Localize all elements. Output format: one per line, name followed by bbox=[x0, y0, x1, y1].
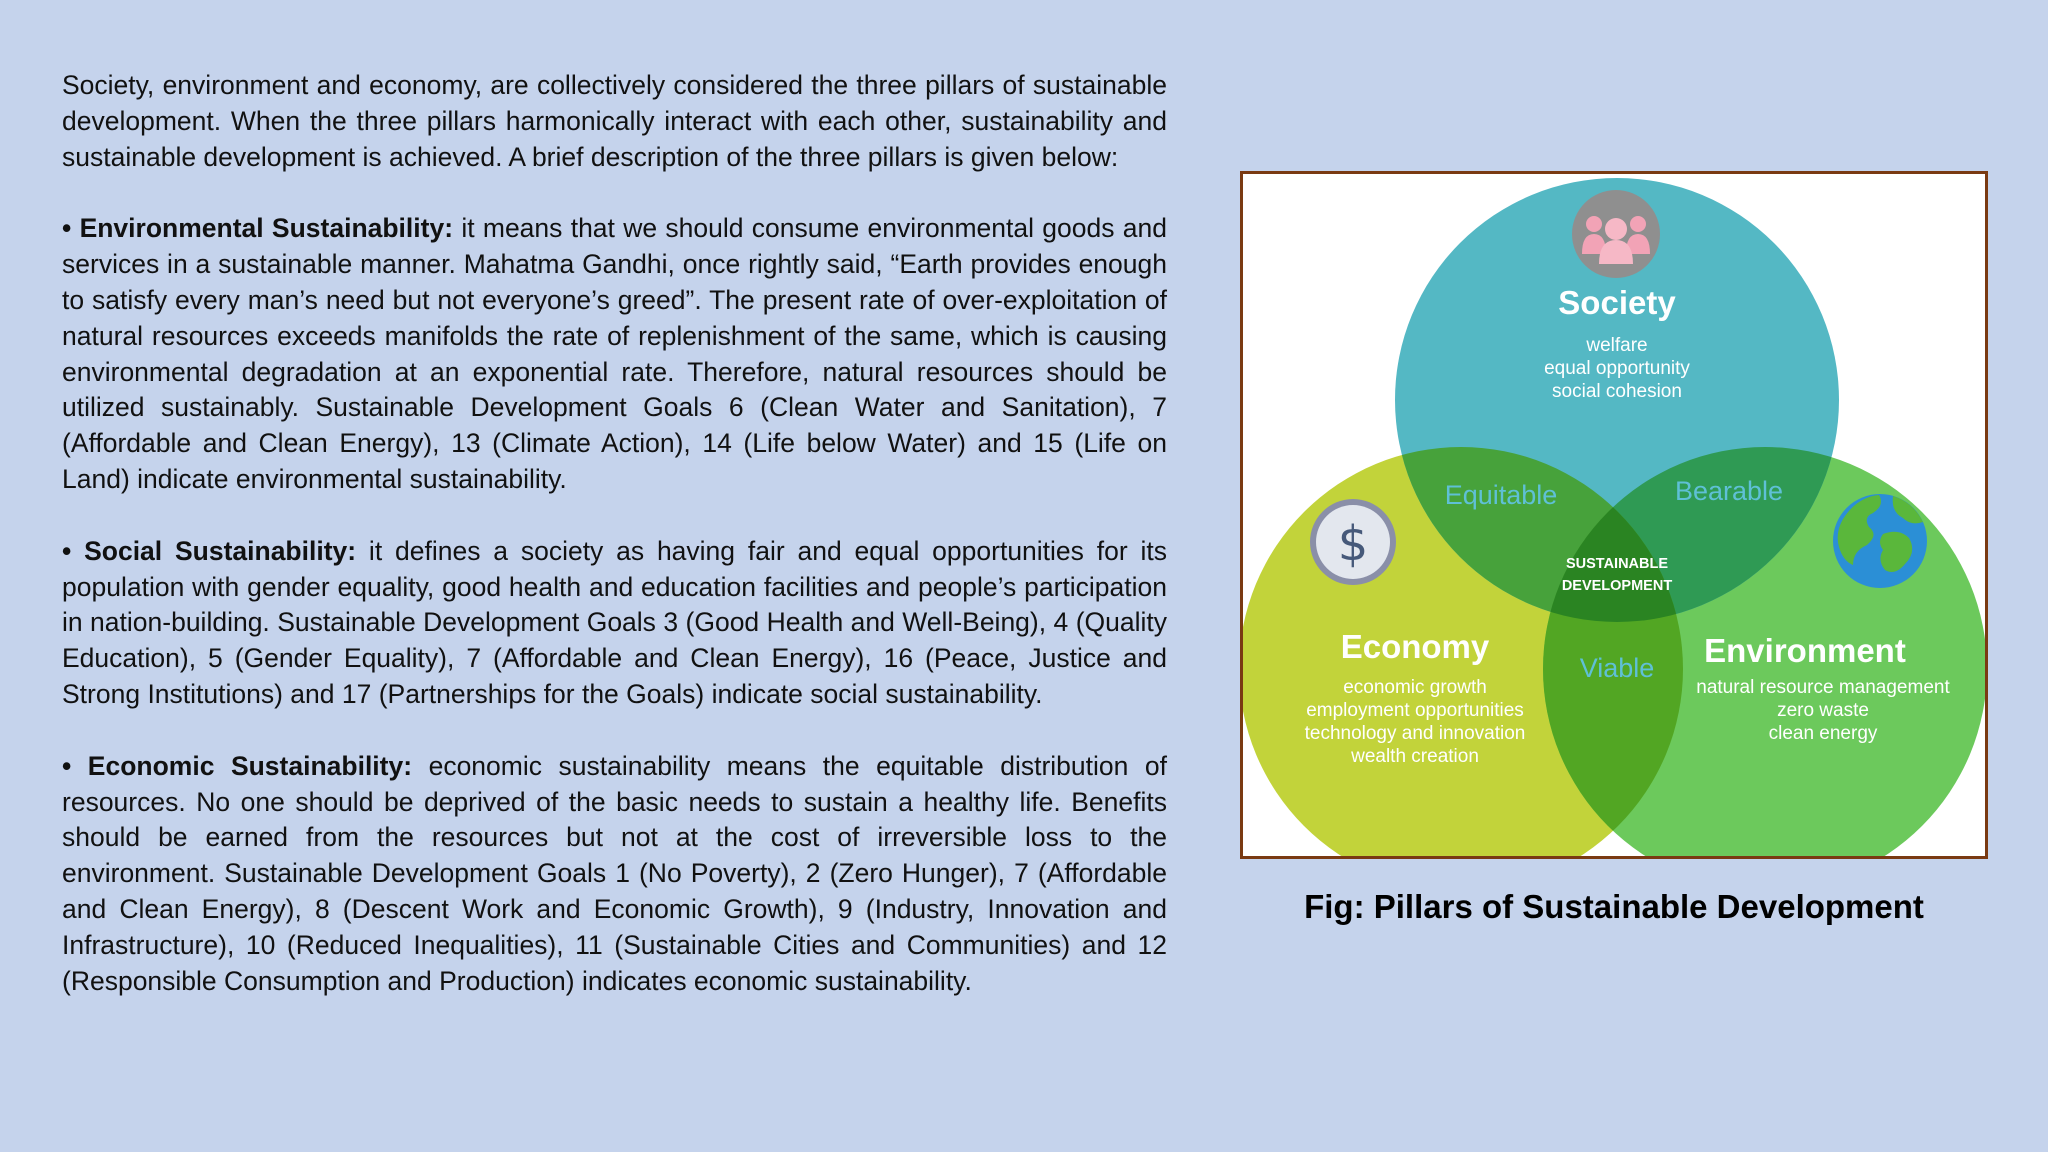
description-text bbox=[62, 68, 1167, 1035]
people-icon bbox=[1572, 190, 1660, 278]
environment-item-2: zero waste bbox=[1777, 700, 1869, 721]
venn-diagram-figure bbox=[1240, 171, 1988, 859]
social-heading: • Social Sustainability: bbox=[62, 535, 357, 566]
globe-icon bbox=[1833, 494, 1927, 588]
society-item-3: social cohesion bbox=[1552, 381, 1682, 402]
economy-title: Economy bbox=[1340, 628, 1490, 665]
center-label-line2: DEVELOPMENT bbox=[1561, 578, 1673, 594]
intro-paragraph: Society, environment and economy, are collectively considered the three pillars of sustainable development. When the three pillars harmonically interact with each other, sustainability and sustainable development is achieved. A brief description of the three pillars is given below: bbox=[62, 70, 1167, 172]
environment-item-3: clean energy bbox=[1768, 723, 1878, 744]
center-label-line1: SUSTAINABLE bbox=[1565, 556, 1669, 572]
environmental-text: it means that we should consume environmental goods and services in a sustainable manner. Mahatma Gandhi, once rightly said, “Earth provides enough to satisfy every man’s need but not everyone’s greed”. The present rate of over-exploitation of natural resources exceeds manifolds the rate of replenishment of the same, which is causing environmental degradation at an exponential rate. Therefore, natural resources should be utilized sustainably. Sustainable Development Goals 6 (Clean Water and Sanitation), 7 (Affordable and Clean Energy), 13 (Climate Action), 14 (Life below Water) and 15 (Life on Land) indicate environmental sustainability. bbox=[62, 213, 1167, 494]
environment-item-1: natural resource management bbox=[1696, 677, 1950, 698]
economic-heading: • Economic Sustainability: bbox=[62, 750, 413, 781]
economy-item-3: technology and innovation bbox=[1304, 723, 1526, 744]
dollar-icon bbox=[1310, 499, 1396, 585]
economy-item-1: economic growth bbox=[1343, 677, 1487, 698]
bearable-label: Bearable bbox=[1674, 476, 1784, 506]
environmental-heading: • Environmental Sustainability: bbox=[62, 213, 454, 244]
environmental-paragraph bbox=[62, 211, 1167, 497]
viable-label: Viable bbox=[1579, 653, 1655, 683]
environment-title: Environment bbox=[1704, 632, 1906, 669]
svg-text:$: $ bbox=[1337, 516, 1369, 572]
society-item-2: equal opportunity bbox=[1544, 358, 1690, 379]
social-paragraph bbox=[62, 534, 1167, 713]
social-text: it defines a society as having fair and equal opportunities for its population with gender equality, good health and education facilities and people’s participation in nation-building. Sustainable Development Goals 3 (Good Health and Well-Being), 4 (Quality Education), 5 (Gender Equality), 7 (Affordable and Clean Energy), 16 (Peace, Justice and Strong Institutions) and 17 (Partnerships for the Goals) indicate social sustainability. bbox=[62, 535, 1167, 709]
economic-paragraph bbox=[62, 749, 1167, 1000]
equitable-label: Equitable bbox=[1444, 480, 1558, 510]
economy-item-4: wealth creation bbox=[1351, 746, 1479, 767]
venn-diagram bbox=[1243, 174, 1985, 856]
economic-text: economic sustainability means the equitable distribution of resources. No one should be deprived of the basic needs to sustain a healthy life. Benefits should be earned from the resources but not at the cost of irreversible loss to the environment. Sustainable Development Goals 1 (No Poverty), 2 (Zero Hunger), 7 (Affordable and Clean Energy), 8 (Descent Work and Economic Growth), 9 (Industry, Innovation and Infrastructure), 10 (Reduced Inequalities), 11 (Sustainable Cities and Communities) and 12 (Responsible Consumption and Production) indicates economic sustainability. bbox=[62, 750, 1167, 996]
figure-caption: Fig: Pillars of Sustainable Development bbox=[1304, 888, 1924, 925]
society-title: Society bbox=[1558, 284, 1676, 321]
economy-item-2: employment opportunities bbox=[1306, 700, 1524, 721]
society-item-1: welfare bbox=[1586, 335, 1648, 356]
